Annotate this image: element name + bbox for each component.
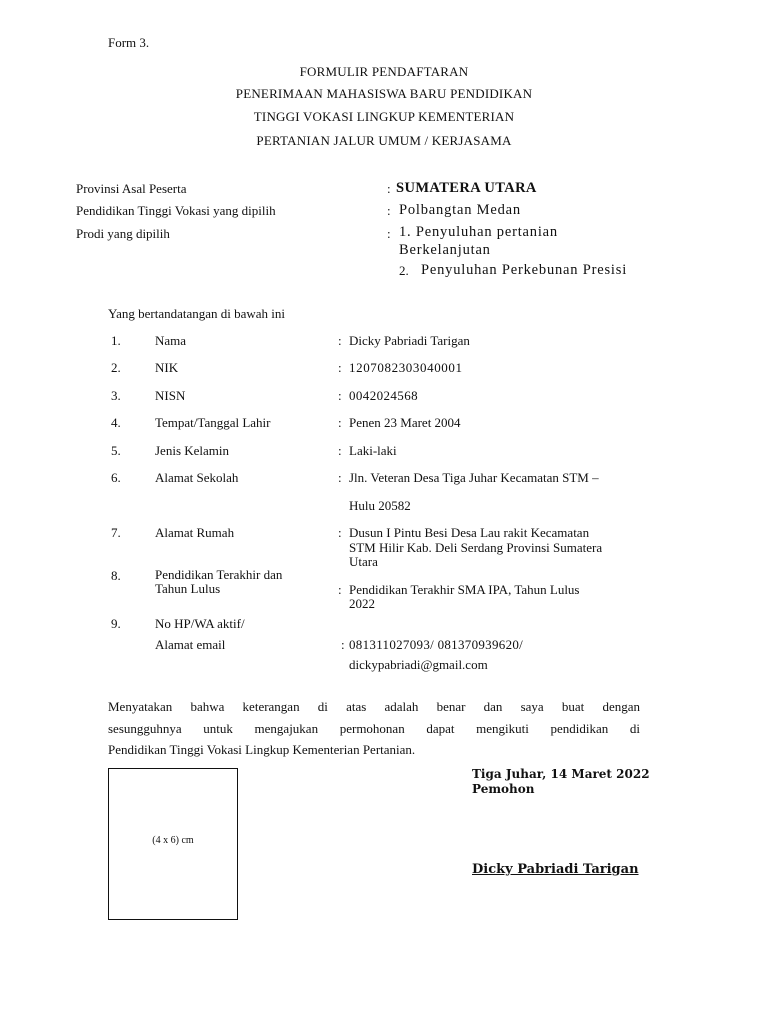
school-colon: : bbox=[387, 203, 391, 218]
prodi-option-1-line-1: 1. Penyuluhan pertanian bbox=[399, 224, 558, 240]
field-colon: : bbox=[338, 415, 342, 430]
field-value: Dicky Pabriadi Tarigan bbox=[349, 333, 470, 348]
field-number: 5. bbox=[111, 443, 121, 458]
field-value-line-1: Pendidikan Terakhir SMA IPA, Tahun Lulus bbox=[349, 582, 580, 597]
field-label: Nama bbox=[155, 333, 187, 348]
field-value-line-2: Hulu 20582 bbox=[349, 498, 411, 513]
field-number: 2. bbox=[111, 360, 121, 375]
field-value-line-1: Dusun I Pintu Besi Desa Lau rakit Kecamatan bbox=[349, 525, 590, 540]
form-title-line-3: TINGGI VOKASI LINGKUP KEMENTERIAN bbox=[253, 109, 515, 124]
prodi-colon: : bbox=[387, 226, 391, 241]
form-title-line-1: FORMULIR PENDAFTARAN bbox=[299, 64, 469, 79]
prodi-option-1-line-2: Berkelanjutan bbox=[399, 242, 491, 258]
signature-place-date: Tiga Juhar, 14 Maret 2022 bbox=[472, 767, 650, 781]
field-value: Laki-laki bbox=[349, 443, 397, 458]
form-title-line-4: PERTANIAN JALUR UMUM / KERJASAMA bbox=[256, 133, 512, 148]
form-title-line-2: PENERIMAAN MAHASISWA BARU PENDIDIKAN bbox=[235, 86, 533, 101]
field-label-line-2: Tahun Lulus bbox=[155, 581, 221, 596]
signature-name: Dicky Pabriadi Tarigan bbox=[472, 862, 639, 877]
school-value: Polbangtan Medan bbox=[399, 202, 521, 218]
province-colon: : bbox=[387, 181, 391, 196]
photo-size-label: (4 x 6) cm bbox=[152, 835, 194, 846]
field-value-line-3: Utara bbox=[349, 554, 378, 569]
province-value: SUMATERA UTARA bbox=[396, 180, 537, 196]
photo-placeholder bbox=[108, 768, 238, 920]
statement-line-2: sesungguhnya untuk mengajukan permohonan dapat mengikuti pendidikan di bbox=[108, 721, 640, 736]
statement-line-1: Menyatakan bahwa keterangan di atas adalah benar dan saya buat dengan bbox=[108, 699, 640, 714]
field-value-line-1: Jln. Veteran Desa Tiga Juhar Kecamatan STM – bbox=[349, 470, 599, 485]
field-label: NIK bbox=[155, 360, 179, 375]
field-number: 1. bbox=[111, 333, 121, 348]
field-colon: : bbox=[338, 582, 342, 597]
field-colon: : bbox=[338, 388, 342, 403]
field-value-line-2: dickypabriadi@gmail.com bbox=[349, 657, 488, 672]
prodi-option-2-number: 2. bbox=[399, 263, 409, 278]
form-number: Form 3. bbox=[108, 35, 150, 50]
field-colon: : bbox=[338, 470, 342, 485]
field-label: Tempat/Tanggal Lahir bbox=[155, 415, 271, 430]
school-label: Pendidikan Tinggi Vokasi yang dipilih bbox=[76, 203, 276, 218]
field-number: 3. bbox=[111, 388, 121, 403]
field-value: 1207082303040001 bbox=[349, 360, 463, 375]
field-value-line-2: 2022 bbox=[349, 596, 375, 611]
field-number: 9. bbox=[111, 616, 121, 631]
field-colon: : bbox=[341, 637, 345, 652]
field-label-line-1: Pendidikan Terakhir dan bbox=[155, 567, 283, 582]
field-colon: : bbox=[338, 360, 342, 375]
field-colon: : bbox=[338, 525, 342, 540]
prodi-label: Prodi yang dipilih bbox=[76, 226, 170, 241]
field-number: 8. bbox=[111, 568, 121, 583]
statement-line-3: Pendidikan Tinggi Vokasi Lingkup Kementerian Pertanian. bbox=[108, 742, 416, 757]
province-label: Provinsi Asal Peserta bbox=[76, 181, 187, 196]
field-value-line-2: STM Hilir Kab. Deli Serdang Provinsi Sumatera bbox=[349, 540, 603, 555]
field-number: 6. bbox=[111, 470, 121, 485]
field-number: 4. bbox=[111, 415, 121, 430]
prodi-option-2-text: Penyuluhan Perkebunan Presisi bbox=[421, 262, 628, 278]
signature-role: Pemohon bbox=[472, 782, 535, 796]
field-label: Alamat Sekolah bbox=[155, 470, 239, 485]
field-colon: : bbox=[338, 443, 342, 458]
field-label-line-2: Alamat email bbox=[155, 637, 226, 652]
intro-text: Yang bertandatangan di bawah ini bbox=[108, 306, 286, 321]
field-value-line-1: 081311027093/ 081370939620/ bbox=[349, 637, 524, 652]
field-label: NISN bbox=[155, 388, 186, 403]
field-label: Alamat Rumah bbox=[155, 525, 235, 540]
field-colon: : bbox=[338, 333, 342, 348]
field-value: Penen 23 Maret 2004 bbox=[349, 415, 461, 430]
field-label: Jenis Kelamin bbox=[155, 443, 230, 458]
field-number: 7. bbox=[111, 525, 121, 540]
field-label-line-1: No HP/WA aktif/ bbox=[155, 616, 245, 631]
field-value: 0042024568 bbox=[349, 388, 418, 403]
